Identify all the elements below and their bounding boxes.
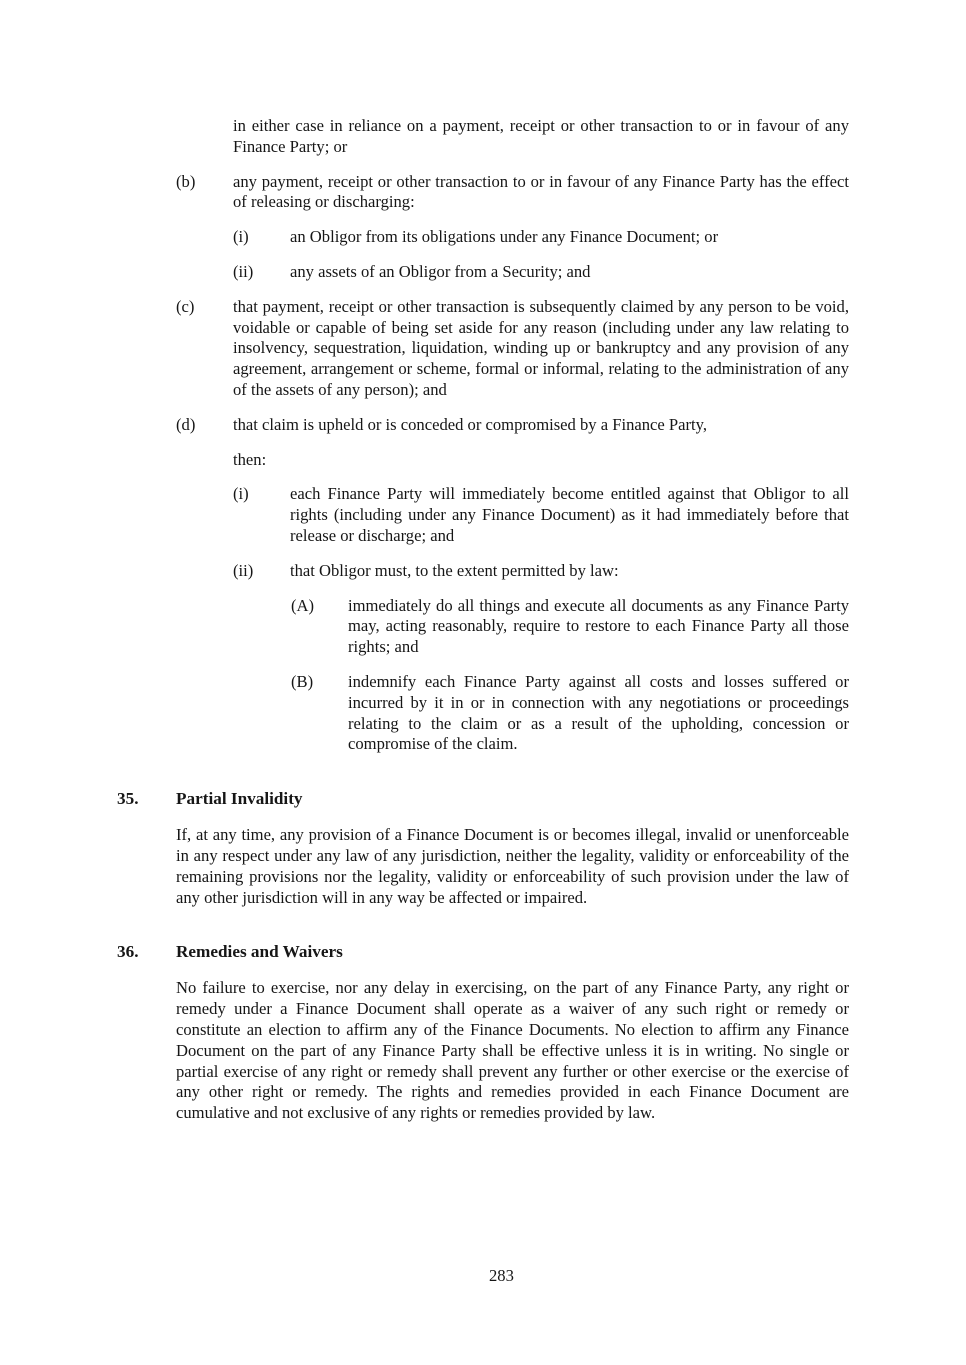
section-number: 36. bbox=[117, 942, 139, 962]
list-item-then-ii bbox=[233, 560, 849, 582]
list-item-text: that payment, receipt or other transaction is subsequently claimed by any person to be void, voidable or capable of being set aside for any reason (including under any law relating to insolvency, sequestration, liquidation, winding up or bankruptcy and any provision of any agreement, arrangement or scheme, formal or informal, relating to the administration of any of the assets of any person); and bbox=[233, 296, 849, 399]
section-heading-35 bbox=[117, 788, 849, 809]
list-item-text: any assets of an Obligor from a Security; and bbox=[290, 261, 591, 281]
section-number: 35. bbox=[117, 789, 139, 809]
list-marker-A: (A) bbox=[291, 595, 315, 615]
list-marker-d: (d) bbox=[176, 414, 196, 434]
list-marker-i: (i) bbox=[233, 484, 249, 504]
list-item-text: indemnify each Finance Party against all costs and losses suffered or incurred by it in or in connection with any negotiations or proceedings relating to the claim or as a result of the upholding, concession or compromise of the claim. bbox=[348, 671, 849, 754]
paragraph-text: If, at any time, any provision of a Finance Document is or becomes illegal, invalid or unenforceable in any respect under any law of any jurisdiction, neither the legality, validity or enforceability of the remaining provisions nor the legality, validity or enforceability of such provision under the law of any other jurisdiction will in any way be affected or impaired. bbox=[176, 825, 849, 907]
page-number: 283 bbox=[489, 1266, 514, 1285]
clause-continuation-paragraph bbox=[233, 116, 849, 158]
list-item-text: that claim is upheld or is conceded or compromised by a Finance Party, bbox=[233, 414, 708, 434]
paragraph-text: No failure to exercise, nor any delay in exercising, on the part of any Finance Party, any right or remedy under a Finance Document shall operate as a waiver of any such right or remedy or constitute an election to affirm any of the Finance Documents. No election to affirm any Finance Document on the part of any Finance Party shall be effective unless it is in writing. No single or partial exercise of any right or remedy shall prevent any further or other exercise or the exercise of any other right or remedy. The rights and remedies provided in each Finance Document are cumulative and not exclusive of any rights or remedies provided by law. bbox=[176, 978, 849, 1123]
list-marker-i: (i) bbox=[233, 227, 249, 247]
section-36-body bbox=[176, 978, 849, 1124]
section-title: Remedies and Waivers bbox=[176, 942, 343, 962]
list-item-then-i bbox=[233, 484, 849, 546]
list-item-text: immediately do all things and execute all documents as any Finance Party may, acting reasonably, require to restore to each Finance Party all those rights; and bbox=[348, 595, 849, 657]
list-marker-c: (c) bbox=[176, 296, 195, 316]
page-content bbox=[117, 116, 849, 1138]
list-item-b bbox=[176, 171, 849, 214]
paragraph-text: then: bbox=[233, 449, 267, 469]
section-35-body bbox=[176, 825, 849, 908]
list-item-c bbox=[176, 296, 849, 401]
list-item-A bbox=[291, 595, 849, 658]
list-item-text: an Obligor from its obligations under any Finance Document; or bbox=[290, 227, 719, 247]
section-heading-36 bbox=[117, 941, 849, 962]
list-item-B bbox=[291, 671, 849, 755]
list-item-b-i bbox=[233, 227, 849, 248]
paragraph-text: in either case in reliance on a payment, receipt or other transaction to or in favour of any Finance Party; or bbox=[233, 116, 849, 156]
list-marker-ii: (ii) bbox=[233, 560, 254, 580]
list-item-text: any payment, receipt or other transaction to or in favour of any Finance Party has the effect of releasing or discharging: bbox=[233, 171, 849, 212]
then-paragraph bbox=[233, 450, 849, 471]
list-item-text: that Obligor must, to the extent permitted by law: bbox=[290, 560, 619, 580]
list-item-b-ii bbox=[233, 261, 849, 283]
list-item-text: each Finance Party will immediately become entitled against that Obligor to all rights (including under any Finance Document) as it had immediately before that release or discharge; and bbox=[290, 484, 849, 545]
section-title: Partial Invalidity bbox=[176, 789, 303, 809]
list-marker-B: (B) bbox=[291, 671, 314, 691]
list-marker-b: (b) bbox=[176, 171, 196, 191]
list-marker-ii: (ii) bbox=[233, 261, 254, 281]
list-item-d bbox=[176, 414, 849, 436]
